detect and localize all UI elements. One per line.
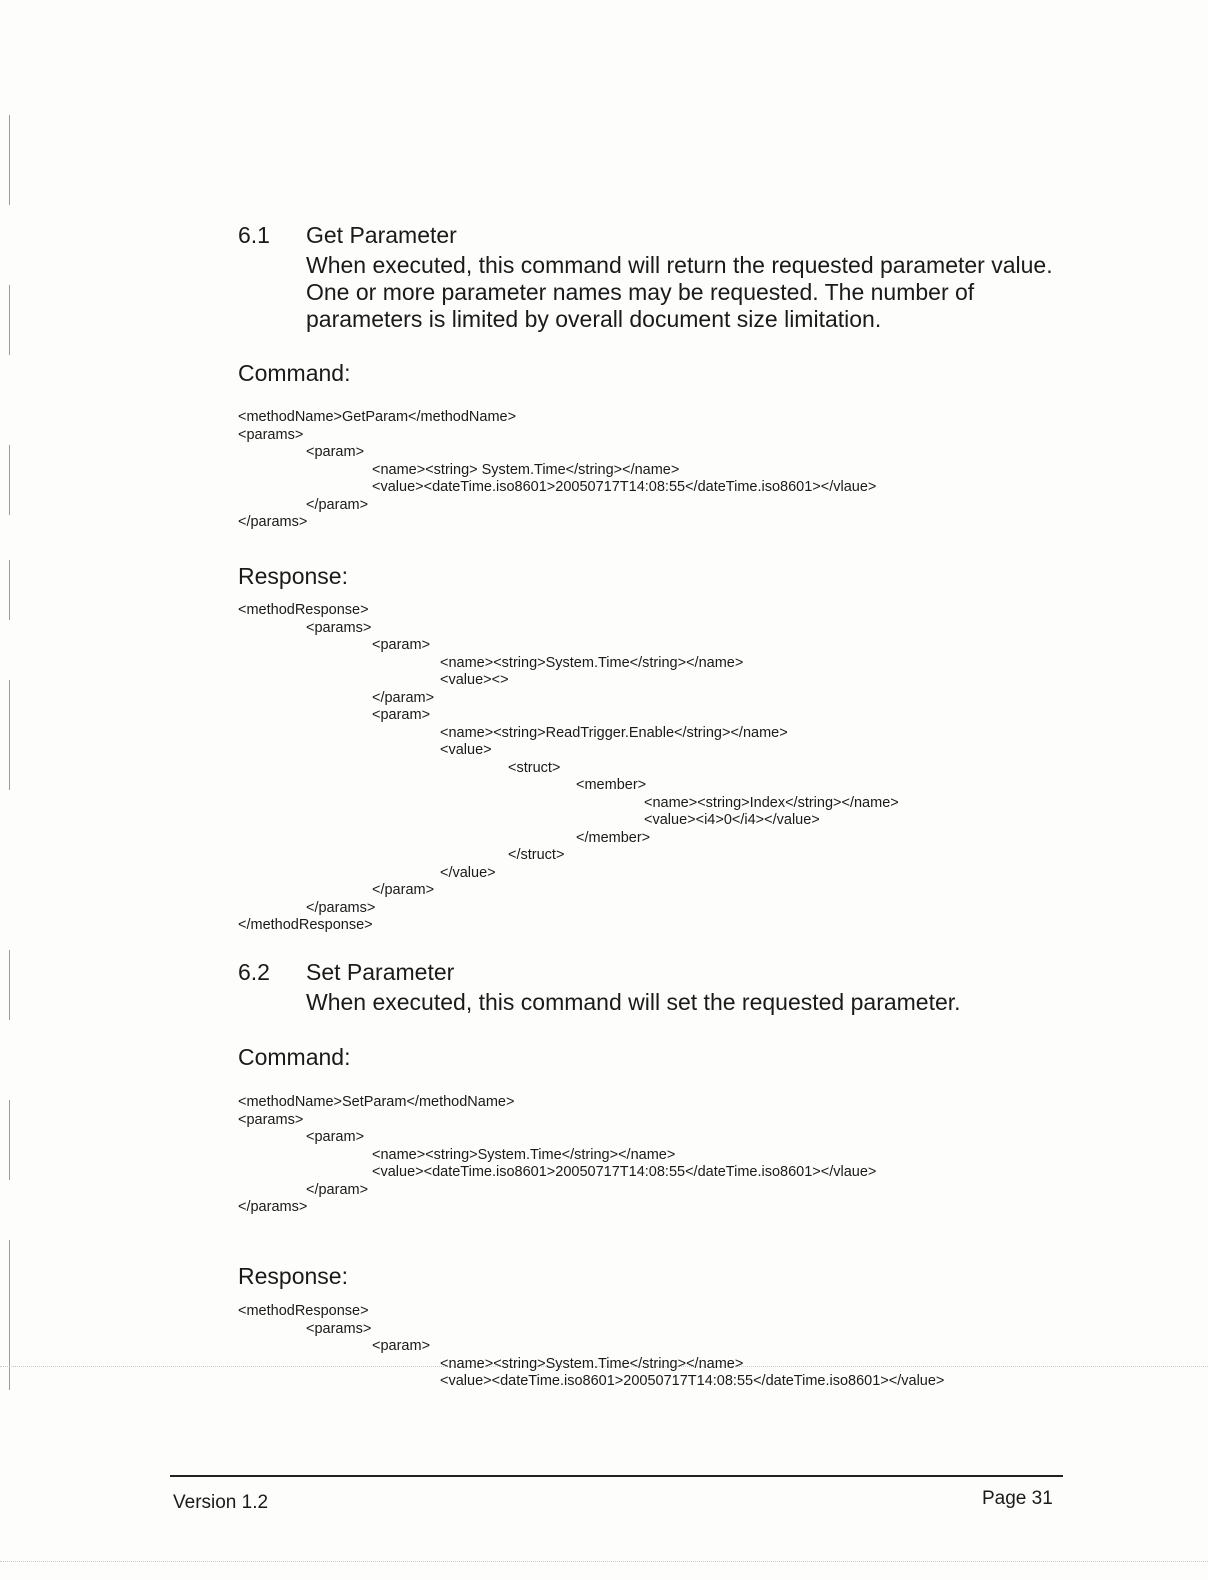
scan-dotted-line bbox=[0, 1561, 1208, 1562]
footer-divider bbox=[170, 1475, 1063, 1477]
code-line: <value><dateTime.iso8601>20050717T14:08:55</dateTime.iso8601></value> bbox=[440, 1373, 945, 1389]
footer-page-number: Page 31 bbox=[982, 1488, 1053, 1509]
code-line: <value><i4>0</i4></value> bbox=[644, 812, 820, 828]
code-line: <struct> bbox=[508, 759, 561, 776]
code-line: <methodResponse> bbox=[238, 602, 369, 618]
section-title: Get Parameter bbox=[306, 222, 457, 248]
code-line: <params> bbox=[238, 426, 304, 443]
code-line: <param> bbox=[306, 1129, 365, 1145]
code-line: <value><> bbox=[440, 672, 509, 688]
code-line: <param> bbox=[372, 707, 431, 723]
scan-edge-mark bbox=[9, 1100, 10, 1180]
code-line: <param> bbox=[372, 637, 431, 653]
code-line: </struct> bbox=[508, 847, 565, 863]
code-line: </params> bbox=[238, 514, 308, 530]
scan-edge-mark bbox=[9, 115, 10, 205]
scan-edge-mark bbox=[9, 445, 10, 515]
footer-version: Version 1.2 bbox=[173, 1492, 269, 1513]
code-line: <param> bbox=[306, 444, 365, 460]
scan-edge-mark bbox=[9, 285, 10, 355]
code-line: <name><string>System.Time</string></name> bbox=[372, 1146, 676, 1163]
code-line: <param> bbox=[372, 1338, 431, 1354]
section-title: Set Parameter bbox=[306, 959, 455, 985]
code-line: <methodName>GetParam</methodName> bbox=[238, 409, 517, 425]
scan-edge-mark bbox=[9, 560, 10, 620]
code-line: <name><string>System.Time</string></name> bbox=[440, 1355, 744, 1372]
code-line: <name><string>System.Time</string></name> bbox=[440, 654, 744, 671]
description-line: When executed, this command will return the requested parameter value. bbox=[306, 252, 1053, 278]
code-line: </params> bbox=[306, 899, 376, 916]
section-number: 6.2 bbox=[238, 959, 270, 985]
command-label: Command: bbox=[238, 1044, 351, 1070]
scan-edge-mark bbox=[9, 1240, 10, 1390]
code-line: <member> bbox=[576, 777, 647, 793]
code-block-response bbox=[238, 1303, 944, 1391]
section-number: 6.1 bbox=[238, 222, 270, 248]
code-line: </param> bbox=[306, 496, 369, 513]
code-line: <name><string>Index</string></name> bbox=[644, 794, 899, 811]
command-label: Command: bbox=[238, 360, 351, 386]
code-block-command bbox=[238, 1094, 876, 1217]
response-label: Response: bbox=[238, 563, 348, 589]
scan-edge-mark bbox=[9, 950, 10, 1020]
code-line: <name><string> System.Time</string></name> bbox=[372, 461, 680, 478]
scan-edge-mark bbox=[9, 680, 10, 790]
description-line: One or more parameter names may be requested. The number of bbox=[306, 279, 975, 305]
response-label: Response: bbox=[238, 1263, 348, 1289]
code-line: <methodResponse> bbox=[238, 1303, 369, 1319]
code-line: <params> bbox=[306, 1320, 372, 1337]
code-line: </params> bbox=[238, 1199, 308, 1215]
code-line: <value><dateTime.iso8601>20050717T14:08:55</dateTime.iso8601></vlaue> bbox=[372, 1164, 877, 1180]
description-line: When executed, this command will set the requested parameter. bbox=[306, 989, 961, 1015]
description-line: parameters is limited by overall document size limitation. bbox=[306, 306, 882, 332]
code-line: <methodName>SetParam</methodName> bbox=[238, 1094, 515, 1110]
code-line: </methodResponse> bbox=[238, 917, 373, 933]
code-line: <name><string>ReadTrigger.Enable</string></name> bbox=[440, 724, 788, 741]
section-description bbox=[306, 252, 1106, 333]
code-line: </value> bbox=[440, 864, 496, 881]
code-line: <value> bbox=[440, 742, 492, 758]
code-block-command bbox=[238, 409, 876, 532]
code-line: <params> bbox=[238, 1111, 304, 1128]
code-line: </param> bbox=[372, 689, 435, 706]
code-line: <value><dateTime.iso8601>20050717T14:08:55</dateTime.iso8601></vlaue> bbox=[372, 479, 877, 495]
code-block-response bbox=[238, 602, 899, 935]
code-line: <params> bbox=[306, 619, 372, 636]
section-description bbox=[306, 989, 1106, 1016]
code-line: </param> bbox=[306, 1181, 369, 1198]
code-line: </member> bbox=[576, 829, 651, 846]
code-line: </param> bbox=[372, 882, 435, 898]
